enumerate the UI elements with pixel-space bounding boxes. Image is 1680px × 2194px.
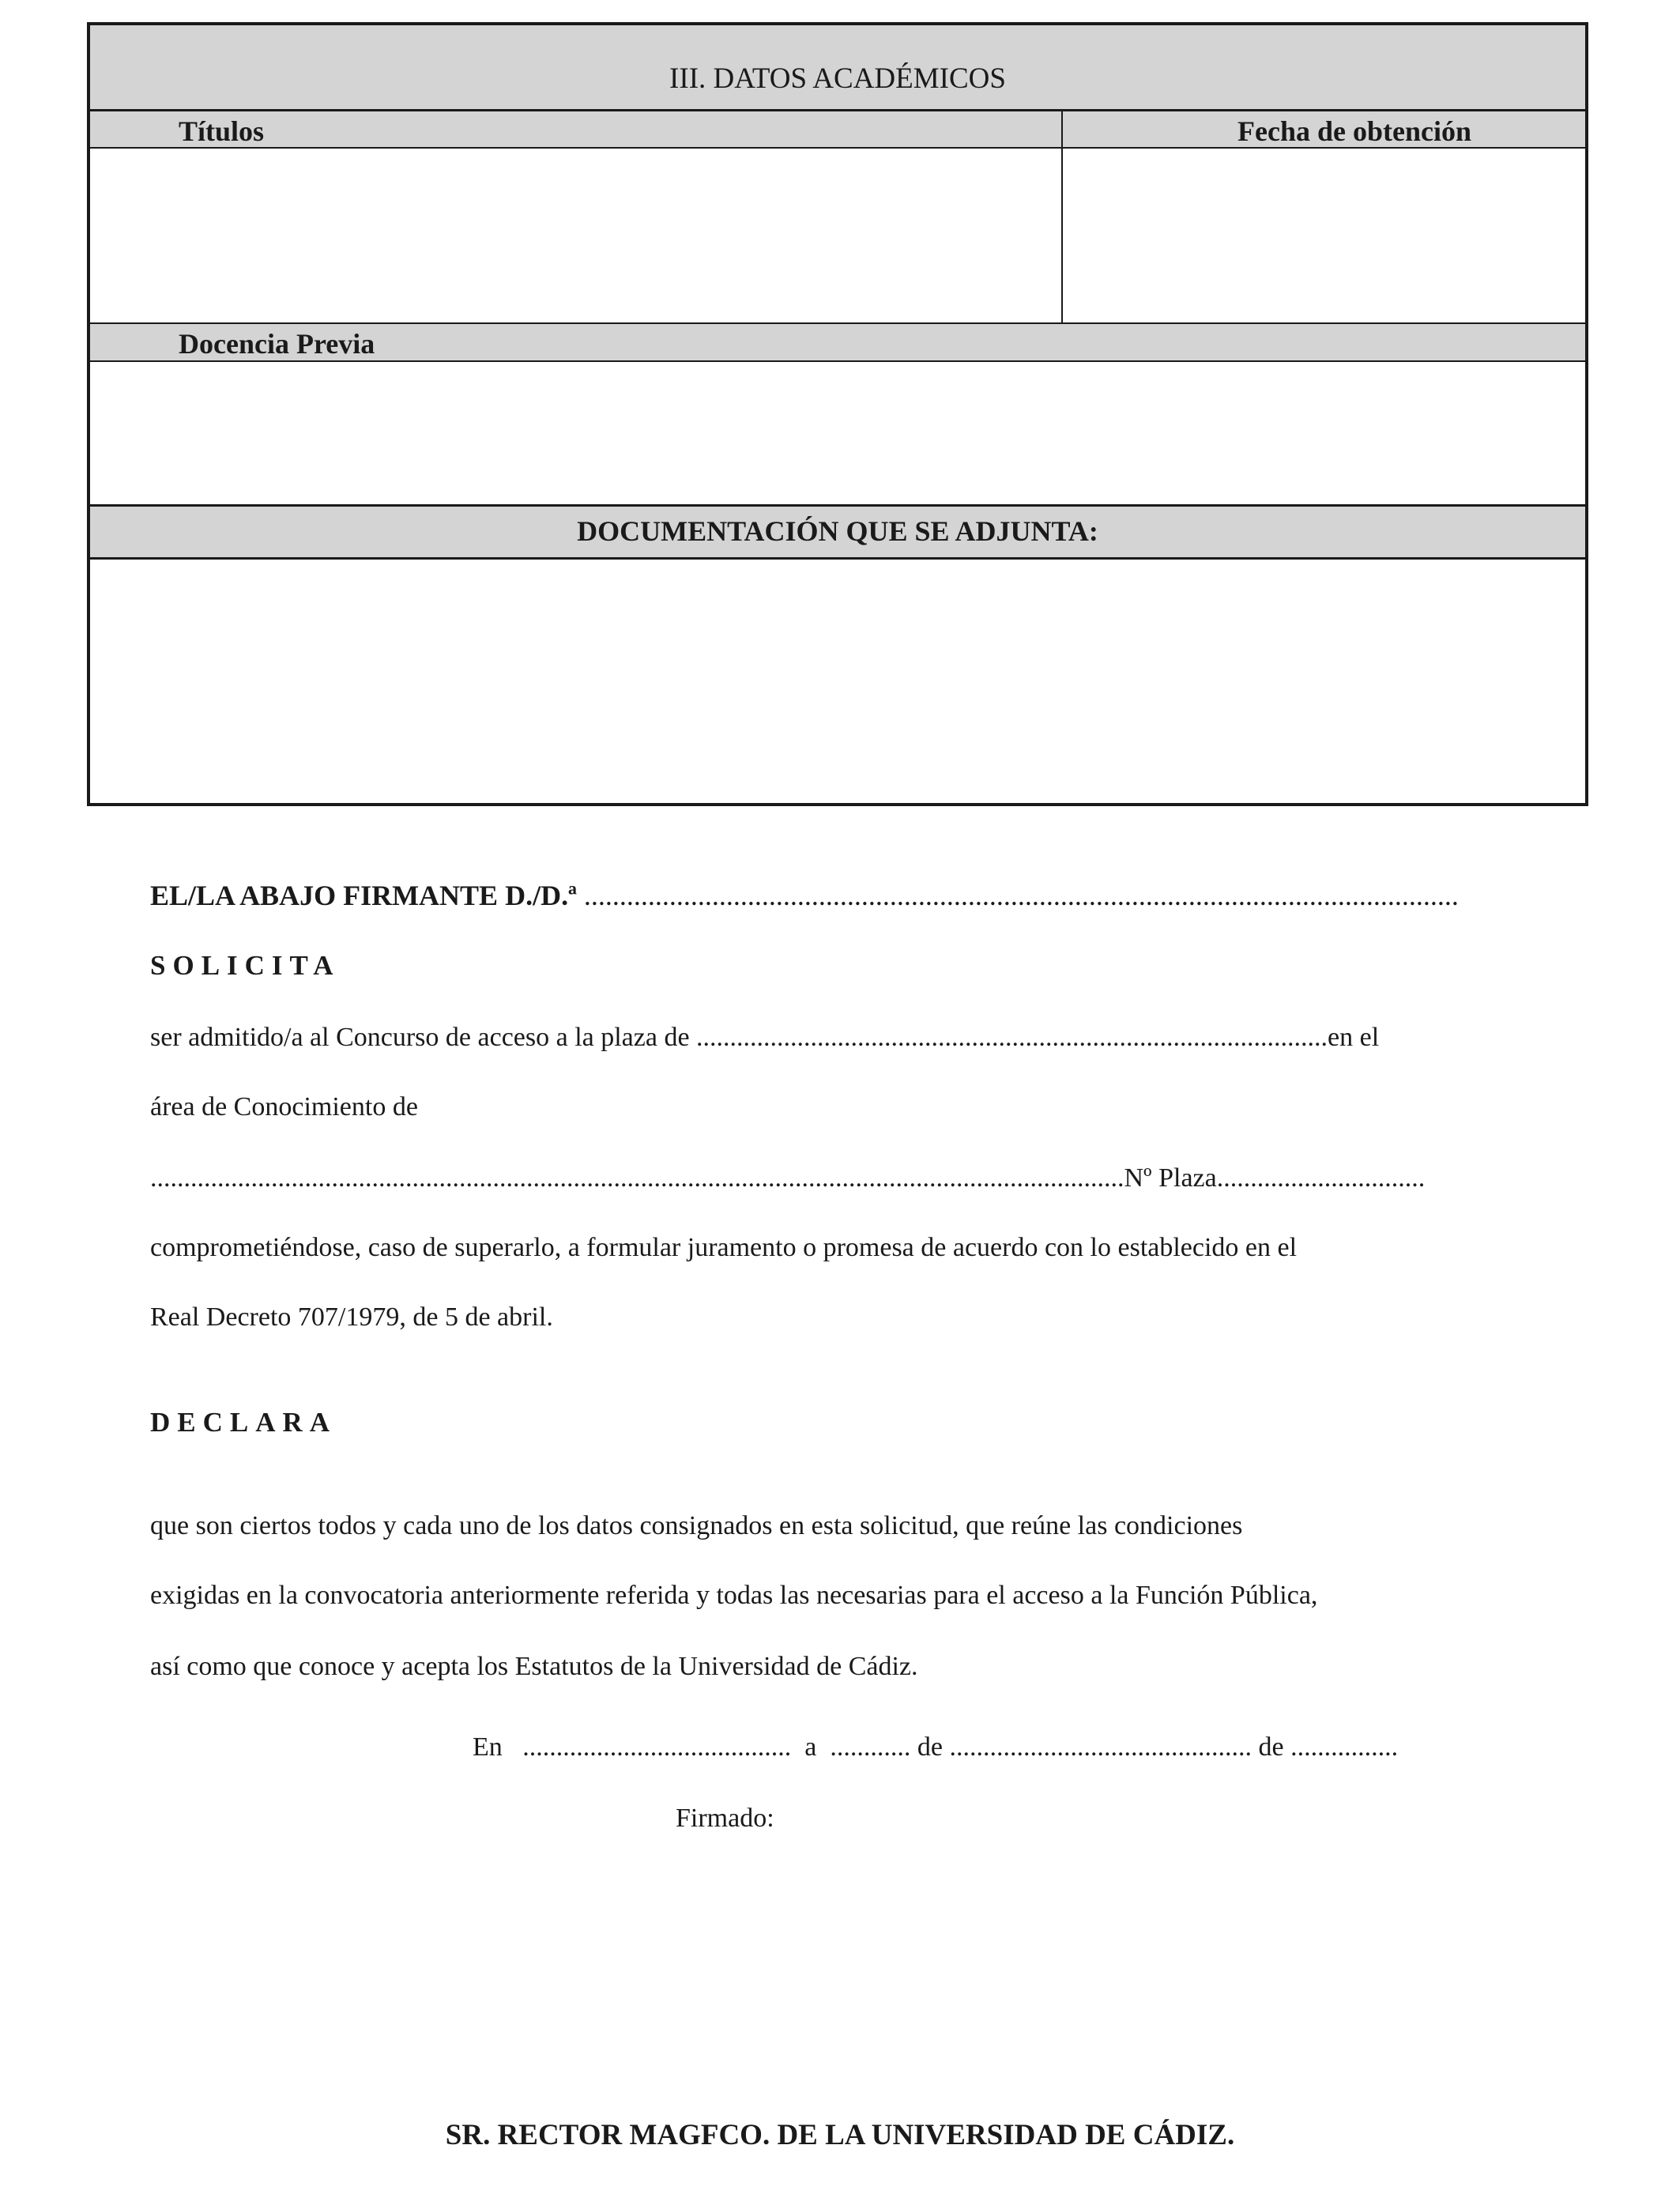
section-title: III. DATOS ACADÉMICOS [669,62,1006,95]
declara-text-1: que son ciertos todos y cada uno de los datos consignados en esta solicitud, que reúne las condiciones [150,1511,1243,1540]
place-field[interactable]: ........................................ [522,1732,792,1762]
month-field[interactable]: ............................................. [949,1732,1252,1762]
de-label-2: de [1258,1732,1284,1762]
firmante-label: EL/LA ABAJO FIRMANTE D./D.ª [150,880,577,911]
solicita-heading: SOLICITA [150,950,341,981]
titulos-label: Títulos [179,115,265,147]
section-title-row [90,25,1585,109]
docencia-previa-label: Docencia Previa [179,328,375,360]
titles-header-row [90,109,1585,147]
fecha-header-cell [1063,111,1585,147]
day-field[interactable]: ............ [830,1732,911,1762]
fecha-obtencion-field[interactable] [1063,149,1585,322]
real-decreto-text: Real Decreto 707/1979, de 5 de abril. [150,1302,553,1332]
firmado-label: Firmado: [676,1804,774,1833]
declara-heading: DECLARA [150,1407,337,1438]
firmante-line [150,879,1459,912]
date-place-line [473,1732,1398,1762]
plaza-number-field[interactable]: ............................... [1216,1163,1426,1193]
a-label: a [804,1732,817,1762]
declara-text-2: exigidas en la convocatoria anteriormente referida y todas las necesarias para el acceso a la Función Pública, [150,1581,1318,1610]
docencia-header-row [90,322,1585,360]
plaza-number-label: Nº Plaza [1124,1163,1217,1193]
academic-data-table [87,22,1588,806]
documentacion-header-row [90,504,1585,560]
docencia-previa-field[interactable] [90,360,1585,504]
area-conocimiento-label: área de Conocimiento de [150,1092,418,1122]
plaza-field[interactable]: .............................................................................................. [696,1023,1328,1052]
year-field[interactable]: ................ [1290,1732,1399,1762]
documentacion-field[interactable] [90,560,1585,803]
area-line [150,1163,1425,1193]
declara-text-3: así como que conoce y acepta los Estatutos de la Universidad de Cádiz. [150,1652,918,1681]
area-conocimiento-field[interactable]: ................................................................................................................................................. [150,1163,1124,1193]
compromiso-text: comprometiéndose, caso de superarlo, a formular juramento o promesa de acuerdo con lo establecido en el [150,1233,1298,1262]
addressee-footer: SR. RECTOR MAGFCO. DE LA UNIVERSIDAD DE CÁDIZ. [445,2119,1235,2151]
en-label: En [473,1732,503,1762]
plaza-tail: en el [1328,1023,1380,1052]
de-label-1: de [917,1732,943,1762]
documentacion-label: DOCUMENTACIÓN QUE SE ADJUNTA: [577,515,1098,547]
fecha-obtencion-label: Fecha de obtención [1237,115,1471,147]
titulos-header-cell [90,111,1063,147]
firmante-name-field[interactable]: ........................................................................................................................... [583,880,1459,911]
titulos-input-row [90,147,1585,322]
titulos-field[interactable] [90,149,1063,322]
plaza-line [150,1023,1379,1053]
plaza-text: ser admitido/a al Concurso de acceso a la plaza de [150,1023,690,1052]
